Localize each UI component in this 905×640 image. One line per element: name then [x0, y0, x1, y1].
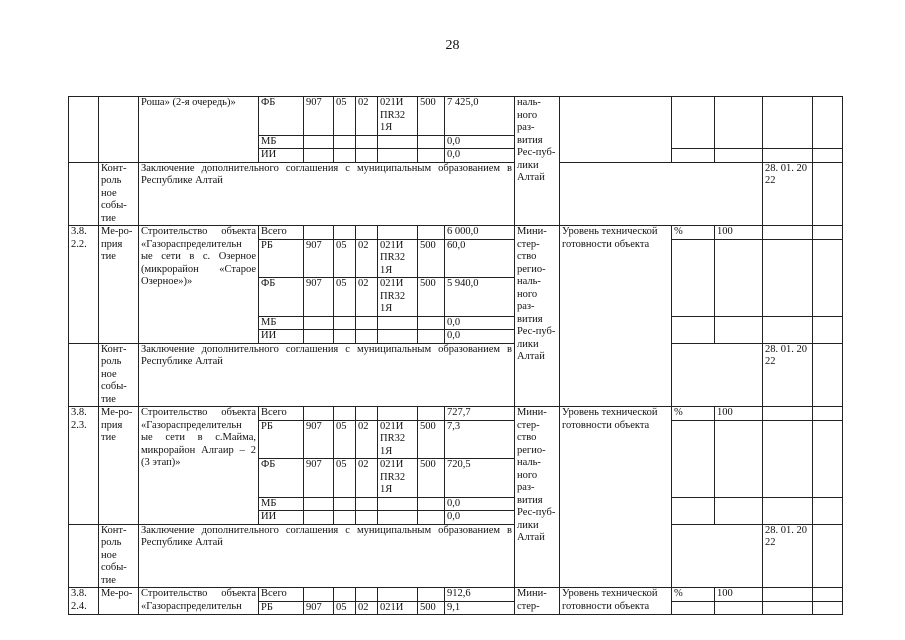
control-event-text: Заключение дополнительного соглашения с муниципальным образованием в Республике Алтай: [139, 343, 515, 407]
table-row: РБ 907 05 02 021И ПR32 1Я 500 7,3: [69, 420, 843, 459]
control-event-date: 28. 01. 20 22: [763, 524, 813, 588]
measure-name: Строительство объекта «Газораспределительн: [139, 588, 259, 615]
value-cell: 100: [715, 226, 763, 240]
item-number: 3.8. 2.2.: [69, 226, 99, 344]
table-row: РБ 907 05 02 021И ПR32 1Я 500 60,0: [69, 239, 843, 278]
executor-cell: наль-ного раз-вития Рес-пуб-лики Алтай: [515, 97, 560, 226]
table-row: Роша» (2-я очередь)» ФБ 907 05 02 021И ПR32 1Я 500 7 425,0 наль-ного раз-вития Рес-пуб-лики Алтай: [69, 97, 843, 136]
item-number: 3.8. 2.4.: [69, 588, 99, 615]
control-event-label: Конт-роль ное собы-тие: [99, 524, 139, 588]
measure-name: Роша» (2-я очередь)»: [139, 97, 259, 163]
table-row: 3.8. 2.3. Ме-ро-прия тие Строительство объекта «Газораспределительн ые сети в с.Майма, микрорайон Алгаир – 2 (3 этап)» Всего 727,7 Мини-стер-ство регио-наль-ного раз-вития Рес-пуб-лики Алтай Уровень технической готовности объекта % 100: [69, 407, 843, 421]
value-cell: 100: [715, 588, 763, 602]
table-row: ФБ 907 05 02 021И ПR32 1Я 500 5 940,0: [69, 278, 843, 317]
control-event-date: 28. 01. 20 22: [763, 343, 813, 407]
executor-cell: Мини-стер-ство регио-наль-ного раз-вития Рес-пуб-лики Алтай: [515, 226, 560, 407]
control-event-label: Конт-роль ное собы-тие: [99, 162, 139, 226]
item-kind: Ме-ро-прия тие: [99, 407, 139, 525]
unit-cell: %: [672, 407, 715, 421]
control-event-text: Заключение дополнительного соглашения с муниципальным образованием в Республике Алтай: [139, 162, 515, 226]
executor-cell: Мини-стер-: [515, 588, 560, 615]
item-kind: Ме-ро-: [99, 588, 139, 615]
measure-name: Строительство объекта «Газораспределительн ые сети в с. Озерное (микрорайон «Старое Озерное»)»: [139, 226, 259, 344]
table-row: РБ 907 05 02 021И 500 9,1: [69, 601, 843, 615]
item-kind: Ме-ро-прия тие: [99, 226, 139, 344]
control-event-row: [69, 162, 843, 226]
control-event-text: Заключение дополнительного соглашения с муниципальным образованием в Республике Алтай: [139, 524, 515, 588]
value-cell: 100: [715, 407, 763, 421]
indicator-cell: Уровень технической готовности объекта: [560, 407, 672, 588]
plan-table: [68, 96, 843, 615]
table-row: МБ 0,0: [69, 135, 843, 149]
indicator-cell: Уровень технической готовности объекта: [560, 588, 672, 615]
unit-cell: %: [672, 226, 715, 240]
table-row: 3.8. 2.4. Ме-ро- Строительство объекта «Газораспределительн Всего 912,6 Мини-стер- Уровень технической готовности объекта % 100: [69, 588, 843, 602]
table-row: ИИ 0,0: [69, 511, 843, 525]
indicator-cell: Уровень технической готовности объекта: [560, 226, 672, 407]
measure-name: Строительство объекта «Газораспределительн ые сети в с.Майма, микрорайон Алгаир – 2 (3 этап)»: [139, 407, 259, 525]
table-row: ФБ 907 05 02 021И ПR32 1Я 500 720,5: [69, 459, 843, 498]
control-event-date: 28. 01. 20 22: [763, 162, 813, 226]
executor-cell: Мини-стер-ство регио-наль-ного раз-вития Рес-пуб-лики Алтай: [515, 407, 560, 588]
control-event-label: Конт-роль ное собы-тие: [99, 343, 139, 407]
page-number: 28: [445, 38, 460, 53]
control-event-row: [69, 343, 843, 407]
item-number: 3.8. 2.3.: [69, 407, 99, 525]
unit-cell: %: [672, 588, 715, 602]
table-row: ИИ 0,0: [69, 149, 843, 163]
table-row: 3.8. 2.2. Ме-ро-прия тие Строительство объекта «Газораспределительн ые сети в с. Озерное (микрорайон «Старое Озерное»)» Всего 6 000,0 Мини-стер-ство регио-наль-ного раз-вития Рес-пуб-лики Алтай Уровень технической готовности объекта % 100: [69, 226, 843, 240]
control-event-row: [69, 524, 843, 588]
table-row: МБ 0,0: [69, 497, 843, 511]
table-row: МБ 0,0: [69, 316, 843, 330]
table-row: ИИ 0,0: [69, 330, 843, 344]
